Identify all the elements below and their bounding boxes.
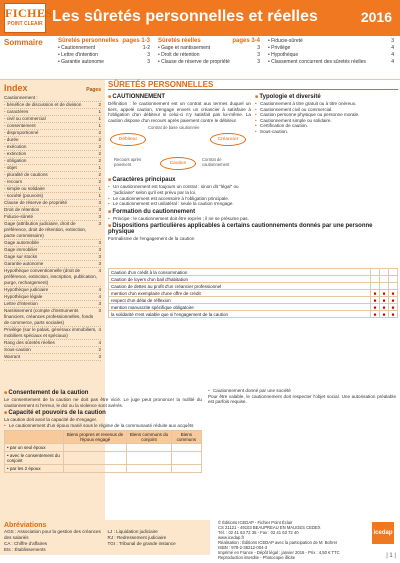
grid-mark: ■	[389, 297, 398, 304]
index-item-label: - obligation	[4, 158, 27, 163]
index-item-label: Warrant	[4, 354, 21, 359]
consentement-text: Le consentement de la caution ne doit pas être vicié. Le juge peut prononcer la nullité du cautionnement si l'erreur, le dol ou la violence sont avérés.	[4, 397, 202, 408]
section-title: SÛRETÉS PERSONNELLES	[108, 80, 398, 90]
index-item-page: 1	[98, 116, 101, 121]
index-item-page: 4	[98, 268, 101, 273]
diagram-caution: Caution	[160, 157, 196, 170]
index-item[interactable]	[4, 287, 101, 294]
index-item[interactable]	[4, 137, 101, 144]
abbreviation-item: Ets : Établissements	[4, 547, 46, 552]
index-item-page: 2	[98, 179, 101, 184]
index-item-page: 3	[98, 200, 101, 205]
caracteres-heading: ■ Caractères principaux	[108, 177, 251, 183]
index-list	[4, 95, 101, 361]
icedap-logo: icedap	[372, 522, 394, 544]
diagram-caption: Contrat de base cautionnée	[148, 125, 200, 131]
summary-item[interactable]: • Cautionnement	[58, 45, 96, 51]
index-item-label: Gage automobile	[4, 240, 39, 245]
grid-mark: ■	[389, 290, 398, 297]
summary-head-2: Sûretés réelles	[158, 38, 201, 44]
index-item[interactable]	[4, 254, 101, 261]
diagram-recours: Recours après paiement	[114, 157, 142, 168]
index-item-label: - consentement	[4, 123, 36, 128]
publisher-print: Imprimé en France - Dépôt légal : janvier 2016 - Prix : 4,50 € TTC	[218, 550, 340, 555]
summary	[0, 36, 400, 80]
consentement-heading: ■ Consentement de la caution	[4, 390, 202, 396]
publisher-name: © Éditions ICEDAP - Fichier Point Éclair	[218, 520, 293, 525]
index-item-page: 4	[98, 340, 101, 345]
summary-col-2	[158, 38, 260, 66]
index-item[interactable]	[4, 268, 101, 287]
index-item-label: Rang des sûretés réelles	[4, 340, 55, 345]
grid-mark: ■	[371, 290, 380, 297]
index-item[interactable]	[4, 207, 101, 214]
lower-section	[0, 388, 400, 518]
grid-row-label: Caution de loyers d'un bail d'habitation	[109, 276, 371, 283]
formalisme-grid	[108, 268, 398, 318]
epoux-table	[4, 430, 202, 473]
typologie-item: • Cautionnement simple ou solidaire.	[255, 118, 398, 124]
summary-page: 3	[391, 38, 394, 44]
typologie-item: • Certification de caution.	[255, 123, 398, 129]
page-number: | 1 |	[386, 553, 396, 559]
index-item-page: 2	[98, 137, 101, 142]
summary-item[interactable]: • Garantie autonome	[58, 59, 104, 65]
grid-row-label: Caution d'un crédit à la consommation	[109, 269, 371, 276]
diagram-debiteur: Débiteur	[110, 133, 146, 146]
index-item-page: 2	[98, 144, 101, 149]
index-item[interactable]	[4, 95, 101, 102]
grid-mark: ■	[380, 297, 389, 304]
typologie-item: • Sous-caution.	[255, 129, 398, 135]
index-item[interactable]	[4, 109, 101, 116]
index-item-page: 3	[98, 247, 101, 252]
index-item-page: 3	[98, 261, 101, 266]
epoux-cell-a	[63, 465, 126, 473]
epoux-col-3: Biens communs	[171, 431, 201, 444]
index-item-label: - civil ou commercial	[4, 116, 46, 121]
index-item-label: Hypothèque judiciaire	[4, 287, 49, 292]
grid-row-label: mention manuscrite spécifique obligatoire	[109, 304, 371, 311]
epoux-row	[5, 452, 202, 465]
index-item-label: Nantissement (compte d'instruments financiers, créances professionnelles, fonds de commerce, parts sociales)	[4, 308, 94, 325]
grid-row	[109, 297, 398, 304]
index-item[interactable]	[4, 102, 101, 109]
index-item-page: 4	[98, 287, 101, 292]
abbreviation-item: AGS : Association pour la gestion des créances des salariés	[4, 529, 101, 540]
dispositions-heading: ■ Dispositions particulières applicables à certains cautionnements donnés par une personne physique	[108, 223, 398, 235]
index-item-page: 1	[98, 186, 101, 191]
summary-item[interactable]: • Clause de réserve de propriété	[158, 59, 230, 65]
cautionnement-diagram	[108, 125, 248, 175]
epoux-cell-b	[127, 444, 171, 452]
societe-text: Pour être valable, le cautionnement doit respecter l'objet social. Une autorisation préalable est parfois requise.	[207, 393, 396, 405]
year-badge: 2016	[360, 9, 392, 25]
index-item-label: - simple ou solidaire	[4, 186, 45, 191]
index-item[interactable]	[4, 193, 101, 200]
index-item[interactable]	[4, 186, 101, 193]
summary-page: 4	[391, 45, 394, 51]
typologie-item: • Caution personne physique ou personne morale.	[255, 112, 398, 118]
epoux-heading: • Le cautionnement d'un époux marié sous le régime de la communauté réduite aux acquêts	[4, 423, 202, 429]
index-item-label: - exécution	[4, 144, 27, 149]
grid-mark: ■	[389, 311, 398, 318]
index-item-label: Sous-caution	[4, 347, 31, 352]
index-item-page: 3	[98, 301, 101, 306]
grid-mark	[380, 269, 389, 276]
publisher-address: CS 21121 - 49103 BEAUPREAU EN MAUGES CEDEX	[218, 525, 321, 530]
grid-mark: ■	[371, 311, 380, 318]
index-item[interactable]	[4, 308, 101, 327]
grid-mark	[371, 269, 380, 276]
diagram-contrat: Contrat de cautionnement	[202, 157, 230, 168]
index-item[interactable]	[4, 340, 101, 347]
summary-page: 3	[147, 59, 150, 65]
abbreviations	[0, 520, 210, 555]
index-item[interactable]	[4, 214, 101, 221]
index-item-page: 2	[98, 102, 101, 107]
formation-heading: ■ Formation du cautionnement	[108, 209, 398, 215]
index-item-label: - société (pouvoirs)	[4, 193, 44, 198]
index-item-page: 2	[98, 347, 101, 352]
index-item[interactable]	[4, 151, 101, 158]
epoux-cell-b	[127, 452, 171, 465]
grid-row	[109, 311, 398, 318]
index-item[interactable]	[4, 172, 101, 179]
index-item-page: 1	[98, 165, 101, 170]
index-item[interactable]	[4, 158, 101, 165]
index-item-label: Gage (attribution judiciaire, droit de préférence, droit de rétention, extinction, pacte commissoire)	[4, 221, 87, 238]
summary-page: 3	[257, 45, 260, 51]
grid-row	[109, 269, 398, 276]
index-item-label: - disproportionné	[4, 130, 39, 135]
typologie-heading: ■ Typologie et diversité	[255, 94, 398, 100]
epoux-cell-c	[171, 465, 201, 473]
grid-mark: ■	[389, 304, 398, 311]
index-item[interactable]	[4, 165, 101, 172]
index-item-label: Gage immobilier	[4, 247, 38, 252]
index-item[interactable]	[4, 354, 101, 361]
publisher-web[interactable]: www.icedap.fr	[218, 535, 245, 540]
grid-mark	[389, 276, 398, 283]
index-item-page: 2	[98, 158, 101, 163]
summary-item[interactable]: • Lettre d'intention	[58, 52, 98, 58]
epoux-col-empty	[5, 431, 64, 444]
index-item-page: 4	[98, 294, 101, 299]
grid-row	[109, 283, 398, 290]
summary-label: Sommaire	[4, 38, 43, 47]
logo-line1: FICHES	[5, 6, 53, 20]
epoux-col-1: Biens propres et revenus de l'époux engagé	[63, 431, 126, 444]
grid-mark	[380, 283, 389, 290]
index-item-page: 2	[98, 130, 101, 135]
caractere-item: • Le cautionnement est accessoire à l'obligation principale.	[108, 196, 251, 202]
index-item-page: 1	[98, 109, 101, 114]
index-item-page: 3	[98, 354, 101, 359]
index-item-page: 3	[98, 214, 101, 219]
abbreviation-item: LJ : Liquidation judiciaire	[107, 529, 158, 534]
abbreviations-list	[4, 529, 206, 553]
index-item[interactable]	[4, 294, 101, 301]
index-item[interactable]	[4, 179, 101, 186]
summary-item[interactable]: • Hypothèque	[268, 52, 299, 58]
index-title: Index	[4, 83, 28, 93]
index-item-label: - objet	[4, 165, 17, 170]
formation-text: • Principe : le cautionnement doit être exprès ; il ne se présume pas.	[108, 216, 398, 222]
grid-mark: ■	[371, 297, 380, 304]
index-item-label: Cautionnement :	[4, 95, 38, 100]
index-item[interactable]	[4, 240, 101, 247]
index-item-page: 3	[98, 221, 101, 226]
grid-row	[109, 290, 398, 297]
grid-mark: ■	[380, 290, 389, 297]
epoux-row	[5, 465, 202, 473]
epoux-cell-label: • par un seul époux	[5, 444, 64, 452]
epoux-col-2: Biens communs du conjoint	[127, 431, 171, 444]
summary-col-1	[58, 38, 150, 66]
epoux-cell-c	[171, 452, 201, 465]
page-title: Les sûretés personnelles et réelles	[52, 8, 318, 25]
index-item-label: - durée	[4, 137, 19, 142]
epoux-cell-a	[63, 444, 126, 452]
summary-page: 4	[391, 59, 394, 65]
grid-mark	[371, 283, 380, 290]
typologie-item: • Cautionnement civil ou commercial.	[255, 107, 398, 113]
index-item-label: Fiducie-sûreté	[4, 214, 34, 219]
publisher-phone: Tél. : 02 41 63 72 35 - Fax : 02 41 63 72 40	[218, 530, 299, 535]
grid-mark: ■	[380, 304, 389, 311]
epoux-row	[5, 444, 202, 452]
abbreviation-item: RJ : Redressement judiciaire	[107, 535, 167, 540]
logo-line2: POINT CLEAIR	[7, 21, 43, 27]
index-item[interactable]	[4, 327, 101, 340]
index-item-page: 3	[98, 240, 101, 245]
index-pages-label: Pages	[86, 87, 101, 93]
index-item[interactable]	[4, 301, 101, 308]
formalisme-table	[108, 268, 398, 358]
index-item-page: 2	[98, 172, 101, 177]
index-item[interactable]	[4, 116, 101, 123]
abbreviation-item: TGI : Tribunal de grande instance	[107, 541, 176, 546]
index-item-page: 1	[98, 193, 101, 198]
epoux-cell-a	[63, 452, 126, 465]
abbreviations-title: Abréviations	[4, 522, 47, 529]
summary-page: 1-2	[142, 45, 150, 51]
index-item[interactable]	[4, 247, 101, 254]
header	[0, 0, 400, 36]
index-item[interactable]	[4, 347, 101, 354]
index-item-label: Lettre d'intention	[4, 301, 38, 306]
grid-row	[109, 304, 398, 311]
summary-item[interactable]: • Gage et nantissement	[158, 45, 211, 51]
index-item-label: Clause de réserve de propriété	[4, 200, 68, 205]
grid-row-label: respect d'un délai de réflexion	[109, 297, 371, 304]
summary-item[interactable]: • Classement concurrent des sûretés réelles	[268, 59, 366, 65]
grid-mark	[389, 283, 398, 290]
index-item[interactable]	[4, 144, 101, 151]
index-item-page: 1	[98, 123, 101, 128]
summary-head-pages-2: pages 3-4	[232, 38, 260, 44]
summary-page: 4	[391, 52, 394, 58]
grid-mark	[371, 276, 380, 283]
grid-row-label: la solidarité n'est valable que si l'engagement de la caution	[109, 311, 371, 318]
capacite-text: La caution doit avoir la capacité de s'engager.	[4, 417, 98, 423]
epoux-cell-label: • par les 2 époux	[5, 465, 64, 473]
summary-page: 3	[257, 59, 260, 65]
index-item-label: - caractères	[4, 109, 29, 114]
index-item-label: - recours	[4, 179, 23, 184]
grid-mark: ■	[371, 304, 380, 311]
cautionnement-heading: ■ CAUTIONNEMENT	[108, 94, 251, 100]
caractere-item: • Le cautionnement est unilatéral : seule la caution s'engage.	[108, 201, 251, 207]
grid-mark	[389, 269, 398, 276]
summary-page: 3	[147, 52, 150, 58]
summary-col-3	[268, 38, 394, 66]
diagram-creancier: Créancier	[210, 133, 246, 146]
publisher-editor: Réalisation : Éditions ICEDAP avec la participation de M. Bohrer	[218, 540, 338, 545]
summary-page: 3	[257, 52, 260, 58]
index-item-label: Garantie autonome	[4, 261, 44, 266]
societe-heading: • Cautionnement donné par une société	[208, 388, 396, 394]
index-item-label: Hypothèque conventionnelle (droit de préférence, extinction, inscription, publication, purge, rechargement)	[4, 268, 97, 285]
grid-row	[109, 276, 398, 283]
formalisme-heading: Formalisme de l'engagement de la caution	[108, 236, 195, 242]
index-item-label: - extinction	[4, 151, 27, 156]
index-item-page: 4	[98, 327, 101, 332]
index-item-page: 3	[98, 207, 101, 212]
epoux-cell-c	[171, 444, 201, 452]
publisher-info	[218, 520, 396, 558]
publisher-note: Reproduction interdite - Photocopie illicite	[218, 555, 296, 560]
epoux-cell-label: • avec le consentement du conjoint	[5, 452, 64, 465]
index-item[interactable]	[4, 221, 101, 240]
publisher-isbn: ISBN : 978-2-36212-004-3	[218, 545, 268, 550]
index-item[interactable]	[4, 130, 101, 137]
index-item-page: 3	[98, 308, 101, 313]
typologie-item: • Cautionnement à titre gratuit ou à titre onéreux.	[255, 101, 398, 107]
caractere-item: • Un cautionnement est toujours un contrat : sinon dit "légal" ou "judiciaire" selon qu'il est prévu par la loi.	[108, 184, 251, 195]
capacite-heading: ■ Capacité et pouvoirs de la caution	[4, 410, 202, 416]
grid-row-label: Caution de dettes au profit d'un créancier professionnel	[109, 283, 371, 290]
index-item-label: Privilège (sur le palais, généraux immobiliers, mobiliers spéciaux et spéciaux)	[4, 327, 97, 338]
summary-head-1: Sûretés personnelles	[58, 38, 119, 44]
summary-item[interactable]: • Privilège	[268, 45, 291, 51]
grid-row-label: mention d'un exemplaire d'une offre de crédit	[109, 290, 371, 297]
fiches-logo	[4, 3, 53, 33]
epoux-cell-b	[127, 465, 171, 473]
abbreviation-item: CA : Chiffre d'affaires	[4, 541, 48, 546]
index-item-label: Hypothèque légale	[4, 294, 43, 299]
index-item-label: Droit de rétention	[4, 207, 40, 212]
index-item[interactable]	[4, 261, 101, 268]
index-item-label: Gage sur stocks	[4, 254, 38, 259]
index-item[interactable]	[4, 200, 101, 207]
index-item-label: - pluralité de cautions	[4, 172, 48, 177]
index-item-page: 3	[98, 254, 101, 259]
index-item-label: - bénéfice de discussion et de division	[4, 102, 82, 107]
summary-item[interactable]: • Droit de rétention	[158, 52, 200, 58]
definition-text: Définition : le cautionnement est un contrat aux termes duquel un tiers, appelé caution, s'engage envers un créancier à satisfaire à l'obligation d'un débiteur si celui-ci n'y satisfait pas lui-même. La caution dispose d'un recours après paiement contre le débiteur.	[108, 101, 251, 123]
index-item-page: 2	[98, 151, 101, 156]
index-item[interactable]	[4, 123, 101, 130]
summary-item[interactable]: • Fiducie-sûreté	[268, 38, 303, 44]
grid-mark: ■	[380, 311, 389, 318]
grid-mark	[380, 276, 389, 283]
summary-head-pages-1: pages 1-3	[122, 38, 150, 44]
